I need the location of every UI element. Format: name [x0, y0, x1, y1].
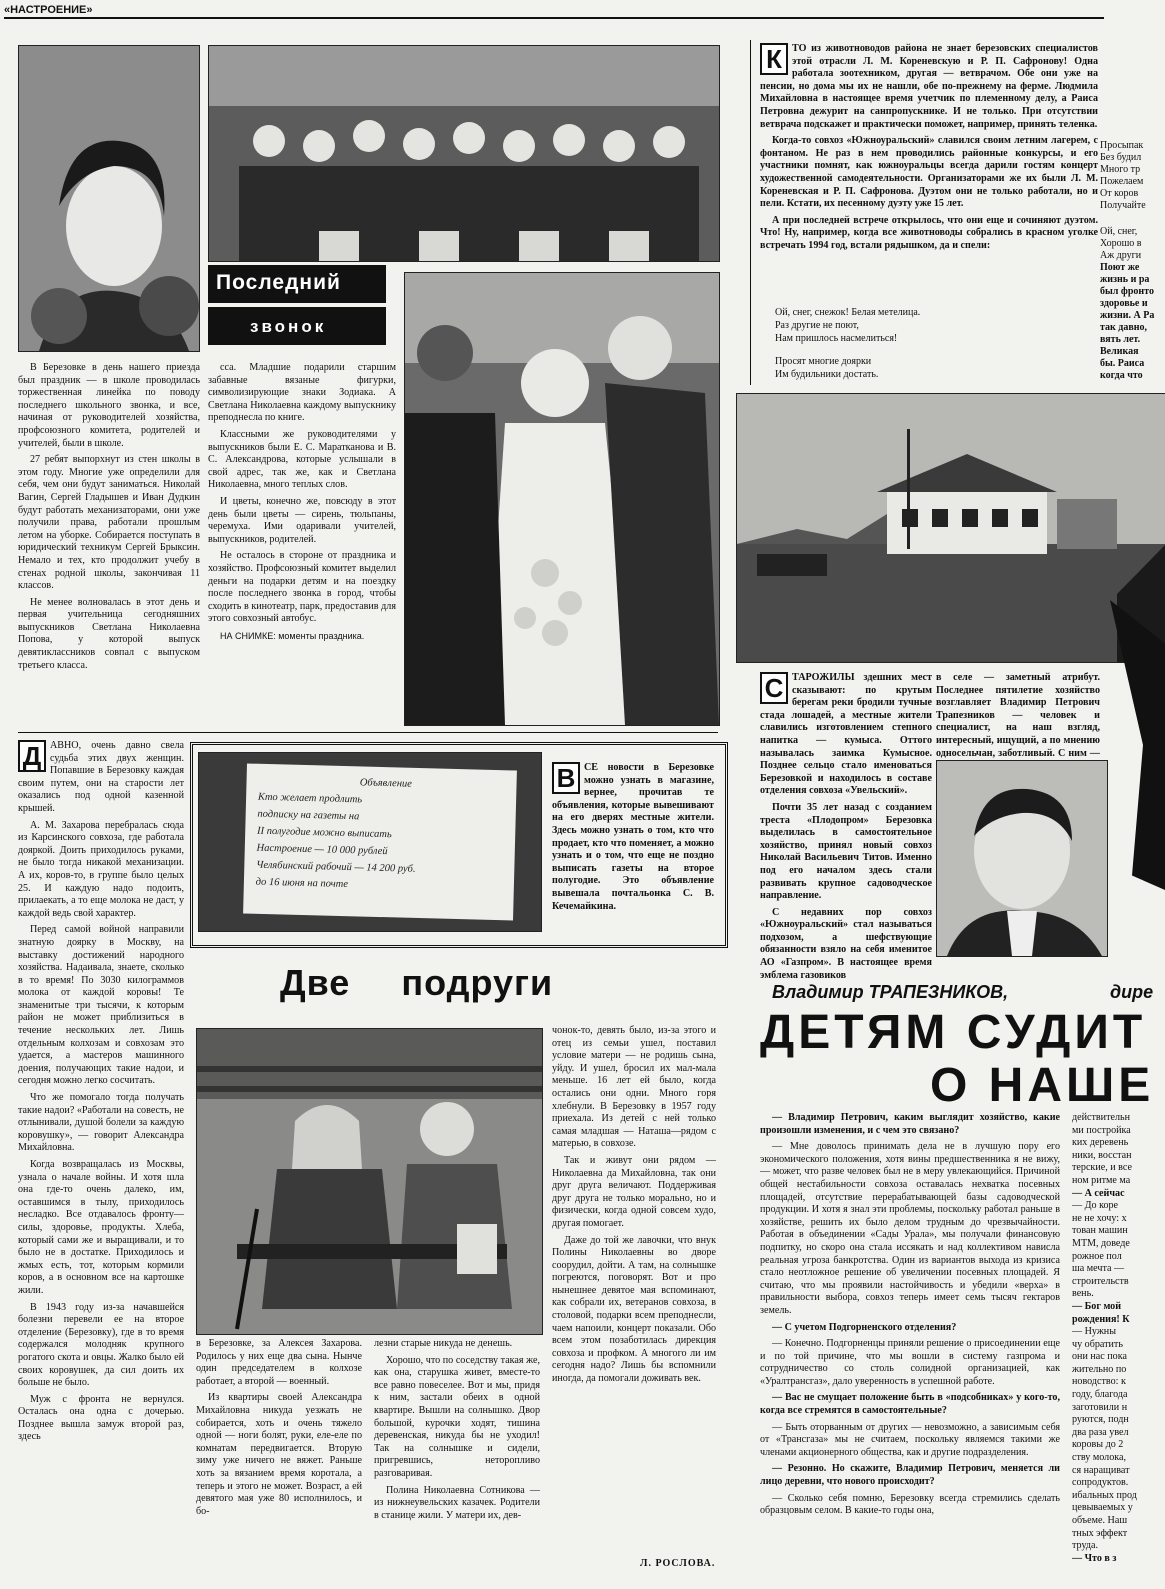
edge-line: Аж други — [1100, 250, 1142, 261]
article4-paragraph: лезни старые никуда не денешь. — [374, 1338, 513, 1349]
edge-line: рождения! К — [1072, 1313, 1130, 1325]
edge-line: когда что — [1100, 370, 1143, 381]
interview-question: — С учетом Подгорненского отделения? — [772, 1321, 957, 1333]
edge-line: МТМ, доведе — [1072, 1237, 1130, 1249]
schoolchildren-line-photo — [208, 45, 720, 262]
article2-dropcap: К — [760, 43, 788, 75]
poem-line: Нам пришлось насмелиться! — [775, 333, 898, 344]
interview-answer: — Быть оторванным от других — невозможно, а зависимым себя от «Трансгаза» мы не считаем, поскольку являемся такими же членами акционерного общества, как и другие подразделения. — [760, 1421, 1060, 1458]
article3-paragraph: Муж с фронта не вернулся. Осталась она одна с дочерью. Позднее вышла замуж второй раз, здесь — [18, 1393, 184, 1443]
photo-caption: НА СНИМКЕ: моменты праздника. — [220, 630, 365, 641]
edge-line: строительств — [1072, 1275, 1129, 1287]
article2-paragraph: ТО из животноводов района не знает березовских специалистов этой отрасли Л. М. Кореневскую и Р. П. Сафронову! Одна работала зоотехником, другая — ветврачом. Обе они уже на пенсии, но дома мы их не нашли, обе по-прежнему на ферме. Людмила Михайловна в настоящее время учетчик по племенному делу, а Раиса Петровна дежурит на санпропускнике. И не только. При отсутствии ветврача подскажет и практически поможет, например, принять теленка. — [760, 43, 1098, 130]
article1-column-2 — [208, 362, 396, 646]
interview-question: — Резонно. Но скажите, Владимир Петрович, меняется ли лицо деревни, что нового происходит? — [760, 1463, 1060, 1488]
article1-paragraph: И цветы, конечно же, повсюду в этот день были цветы — сирень, тюльпаны, черемуха. Ими одаривали учителей, выпускников, родителей. — [208, 495, 396, 545]
edge-line: Хорошо в — [1100, 238, 1142, 249]
edge-line: сопродуктов. — [1072, 1477, 1129, 1489]
article3-paragraph: Что же помогало тогда получать такие надои? «Работали на совесть, не отлынивали, душой болели за каждую коровушку», — говорит Александра Михайловна. — [18, 1092, 184, 1154]
notice-dropcap: В — [552, 762, 580, 794]
graduates-with-flowers-photo — [404, 272, 720, 726]
edge-line: году, благода — [1072, 1389, 1128, 1401]
article4-paragraph: Из квартиры своей Александра Михайловна никуда уезжать не собирается, хоть и очень тяжело одной — ноги болят, руки, еле-еле по комнатам передвигается. Вторую зиму уже ничего не вяжет. Раньше хоть за вязанием время коротала, а теперь и этого не может. Возраст, а ей девятого мая уже 80 исполнилось, и бо- — [196, 1392, 362, 1517]
article1-paragraph: В Березовке в день нашего приезда был праздник — в школе проводилась торжественная линейка по поводу последнего школьного звонка, и все, начиная от руководителей хозяйства, профсоюзного комитета, родителей и учителей, были в школе. — [18, 362, 200, 449]
article2-paragraph: А при последней встрече открылось, что они еще и сочиняют дуэтом. Что! Ну, например, когда все животноводы собрались в красном уголке встречать 1994 год, встали рядышком, да и спели: — [760, 214, 1098, 251]
edge-line: коровы до 2 — [1072, 1439, 1124, 1451]
edge-line: объеме. Наш — [1072, 1515, 1128, 1526]
edge-line: ся наращиват — [1072, 1464, 1130, 1476]
edge-line: рожное пол — [1072, 1250, 1122, 1262]
edge-line: ибальных прод — [1072, 1489, 1137, 1501]
edge-line: — А сейчас — [1072, 1187, 1125, 1199]
edge-line: — Что в з — [1072, 1552, 1117, 1564]
article4-column-top — [552, 1025, 716, 1390]
teacher-portrait-photo — [18, 45, 200, 352]
sign-line: II полугодие можно выписать — [256, 825, 392, 841]
sign-line: Объявление — [359, 777, 413, 790]
article2-body — [760, 43, 1098, 257]
interview-question: — Владимир Петрович, каким выглядит хозяйство, какие произошли изменения, и с чем это связано? — [760, 1112, 1060, 1136]
sign-line: подписку на газеты на — [257, 808, 360, 823]
edge-line: цевываемых у — [1072, 1502, 1133, 1514]
edge-line: здоровье и — [1100, 298, 1148, 309]
article1-paragraph: 27 ребят выпорхнут из стен школы в этом году. Многие уже определили для себя, чем они будут заниматься. Николай Вагин, Сергей Гладышев и Иван Дудкин будут работать механизаторами, они уже получили права, работали прошлым летом на уборке. Собирается поступать в юридический техникум Сергей Брыксин. Немало и тех, кто продолжит учебу в стенах родной школы, закончивая 11 классов. — [18, 454, 200, 592]
article6-title-line2: О НАШЕ — [930, 1059, 1155, 1112]
poem-line: Им будильники достать. — [775, 369, 879, 380]
edge-line: заготовили н — [1072, 1401, 1128, 1413]
edge-line: жительно по — [1072, 1363, 1127, 1375]
article1-paragraph: Классными же руководителями у выпускников были Е. С. Маратканова и В. С. Александрова, которые услышали в свой адрес, так же, как и Светлана Николаевна, много теплых слов. — [208, 428, 396, 491]
edge-line: жизни. А Ра — [1100, 310, 1155, 321]
article3-body — [18, 740, 184, 1585]
edge-line: был фронто — [1100, 286, 1154, 297]
header-rule — [4, 17, 1104, 19]
rubric: «НАСТРОЕНИЕ» — [4, 4, 93, 16]
article4-column-bottom-2 — [374, 1338, 540, 1526]
edge-line: ники, восстан — [1072, 1149, 1132, 1161]
edge-line: труда. — [1072, 1540, 1098, 1552]
edge-line: руются, подн — [1072, 1414, 1129, 1426]
poem-line: Ой, снег, снежок! Белая метелица. — [775, 307, 921, 318]
section-divider — [18, 732, 718, 733]
interview-answer: — Сколько себя помню, Березовку всегда стремились сделать образцовым селом. В какие-то годы она, — [760, 1492, 1060, 1517]
article4-paragraph: Полина Николаевна Сотникова — из нижнеувельских казачек. Родители в станице жили. У матери их, дев- — [374, 1484, 540, 1521]
article4-paragraph: Хорошо, что по соседству такая же, как она, старушка живет, вместе-то все равно повеселее. Вот и мы, придя к ним, застали обеих в одной квартире. Вышли на солнышко. Двор большой, курочки ходят, тишина деревенская, никуда бы не уходил! Так на солнышке и сидели, пригревшись, неторопливо разговаривая. — [374, 1354, 540, 1479]
edge-line: вять лет. — [1100, 334, 1141, 345]
village-houses-photo — [736, 393, 1165, 663]
article5-paragraph: С недавних пор совхоз «Южноуральский» стал называться подхозом, а шефствующие обязанности взяло на себя именитое АО «Газпром». В настоящее время эмблема газовиков — [760, 906, 932, 981]
article6-edge-column — [1072, 1112, 1165, 1565]
edge-line: — До коре — [1072, 1200, 1119, 1212]
edge-line: Пожелаем — [1100, 176, 1144, 187]
edge-line: терские, и все — [1072, 1162, 1132, 1174]
sign-line: Челябинский рабочий — 14 200 руб. — [256, 859, 416, 875]
interview-question: — Вас не смущает положение быть в «подсобниках» у кого-то, когда все стремятся в самостоятельные? — [760, 1392, 1060, 1417]
edge-line: жизнь и ра — [1100, 274, 1150, 285]
article1-column-1 — [18, 362, 200, 676]
edge-line: чу обратить — [1072, 1338, 1123, 1350]
edge-line: — Бог мой — [1072, 1300, 1122, 1312]
article3-paragraph: Перед самой войной направили знатную доярку в Москву, на выставку достижений народного хозяйства. Надаивала, знаете, сколько в то время! По 3030 килограммов молока от каждой коровы! Те знаменитые три тысячи, к которым район не может приблизиться в течение нескольких лет. Лишь отдельным колхозам и совхозам это удается, а мастеров машинного доения, получающих такие надои, и сегодня можно легко сосчитать. — [18, 924, 184, 1087]
edge-line: Ой, снег, — [1100, 226, 1138, 237]
poem-line: Раз другие не поют, — [775, 320, 859, 331]
edge-line: ству молока, — [1072, 1452, 1127, 1464]
edge-line: Получайте — [1100, 200, 1146, 211]
two-friends-photo — [196, 1028, 543, 1335]
article6-body — [760, 1112, 1060, 1522]
edge-line: От коров — [1100, 188, 1139, 199]
article5-paragraph: ТАРОЖИЛЫ здешних мест сказывают: по крутым берегам реки бродили тучные стада лошадей, а местные жители славились изготовлением степного напитка — кумыса. Оттого называлась заимка Кумысное. Позднее сельцо стало именоваться Березовкой и находилось в составе отделения совхоза «Увельский». — [760, 672, 932, 797]
sign-line: до 16 июня на почте — [255, 876, 349, 891]
edge-line: Много тр — [1100, 164, 1141, 175]
edge-line: так давно, — [1100, 322, 1148, 333]
article2-paragraph: Когда-то совхоз «Южноуральский» славился своим летним лагерем, с фонтаном. Не раз в нем проводились районные конкурсы, и его участники помнят, как южноуральцы всегда дарили гостям концерт художественной самодеятельности. Организаторами же их были Л. М. Кореневская и Р. П. Сафронова. Дуэтом они не только работали, но и пели. Кстати, их песенному дуэту уже 15 лет. — [760, 135, 1098, 210]
edge-line: ша мечта — — [1072, 1263, 1125, 1275]
edge-line: ких деревень — [1072, 1137, 1129, 1149]
edge-line: не не хочу: х — [1072, 1212, 1127, 1224]
author-signature: Л. РОСЛОВА. — [640, 1558, 716, 1569]
sign-line: Кто желает продлить — [257, 791, 363, 806]
edge-line: — Нужны — [1072, 1326, 1116, 1338]
article1-paragraph: Не менее волновалась в этот день и первая учительница сегодняшних выпускников Светлана Николаевна Попова, у которой выпуск девятиклассников совпал с выпуском третьего класса. — [18, 596, 200, 671]
edge-line: ми постройка — [1072, 1124, 1131, 1136]
article6-kicker: Владимир ТРАПЕЗНИКОВ, — [772, 982, 1009, 1002]
edge-line: Просыпак — [1100, 140, 1144, 151]
article4-column-bottom-1 — [196, 1338, 362, 1522]
article5-paragraph: Почти 35 лет назад с созданием треста «Плодопром» Березовка выделилась в самостоятельное хозяйство, принял новый совхоз Николай Васильевич Титов. Именно под его началом здесь стали развивать крупное садоводческое направление. — [760, 801, 932, 902]
edge-line: Без будил — [1100, 152, 1142, 163]
article2-divider — [750, 40, 751, 385]
edge-line: Поют же — [1100, 262, 1140, 273]
article1-paragraph: сса. Младшие подарили старшим забавные вязаные фигурки, символизирующие знаки Зодиака. А Светлана Николаевна каждому выпускнику преподнесла по книге. — [208, 362, 396, 424]
notice-sign-photo — [198, 752, 542, 932]
edge-line: действительн — [1072, 1112, 1131, 1123]
article4-paragraph: Даже до той же лавочки, что внук Полины Николаевны во дворе соорудил, дойти. А там, на солнышке погреются, поговорят. Вот и про нынешнее девятое мая вспоминают, как собрали их, ветеранов совхоза, в столовой, подарки всем преподнесли, чаем напоили, концерт показали. Обо всем этом позаботилась дирекция совхоза и профком. А многого ли им сегодня надо? Лишь бы вспомнили иногда, да помогали доживать век. — [552, 1234, 716, 1385]
notice-paragraph: СЕ новости в Березовке можно узнать в магазине, вернее, прочитав те объявления, которые вывешивают на его дверях местные жители. Здесь можно узнать о том, кто что продает, кто что поменяет, а можно узнать и о том, что еще не поздно выписать газеты на второе полугодие. Это объявление вывешала почтальонка С. В. Кечемайкина. — [552, 762, 714, 912]
article4-paragraph: Так и живут они рядом — Николаевна да Михайловна, так они друг друга величают. Поддерживая друг друга не только морально, но и физически, когда одной совсем худо, другая помогает. — [552, 1154, 716, 1229]
article6-title-line1: ДЕТЯМ СУДИТ — [760, 1006, 1147, 1059]
article4-paragraph: чонок-то, девять было, из-за этого и отец из семьи ушел, поставил условие матери — не родишь сына, уйду. И ушел, бросил их мал-мала меньше. 16 лет ей было, когда остались они одни. Много горя хлебнули. В Березовку в 1957 году приехала. Из детей с ней только самая младшая — Наташа—рядом с матерью, в совхозе. — [552, 1025, 716, 1150]
article4-paragraph: в Березовке, за Алексея Захарова. Родилось у них еще два сына. Нынче один председателем в колхозе работает, а второй — военный. — [196, 1338, 362, 1387]
article3-paragraph: В 1943 году из-за начавшейся болезни перевели ее на второе отделение (Березовку), где в то время содержался молодняк крупного рогатого скота и овцы. Жалко было ей своих коровушек, да сил доить их больше не было. — [18, 1301, 184, 1389]
article3-dropcap: Д — [18, 740, 46, 772]
article3-paragraph: А. М. Захарова перебралась сюда из Карсинского совхоза, где работала дояркой. Доить приходилось руками, не было тогда никакой механизации. А их, коров-то, в группе было целых 25. И каждую надо подоить, прилаекать, а то еще молока не даст, у каждой ведь свой характер. — [18, 819, 184, 919]
director-portrait-photo — [936, 760, 1108, 957]
article5-body — [760, 672, 932, 986]
edge-line: вень. — [1072, 1288, 1094, 1300]
article3-paragraph: Когда возвращалась из Москвы, узнала о начале войны. И хотя шла она где-то очень далеко, им, оставшимся в тылу, приходилось несладко. Все отдавалось фронту—силы, здоровье, продукты. Хлеба, который сами же и выращивали, и то было не в достатке. Приходилось и жмых есть, тот, которым кормили коров, а в основном все на картошке жили. — [18, 1159, 184, 1296]
article5-paragraph: в селе — заметный атрибут. Последнее пятилетие хозяйство возглавляет Владимир Петрович Трапезников — человек и специалист, на наш взгляд, интересный, ищущий, а по мнению односельчан, заботливый. С ним — — [936, 672, 1100, 759]
article4-title: Две подруги — [280, 962, 554, 1003]
interview-answer: — Мне доволось принимать дела не в лучшую пору его экономического положения, хотя вины предшественника я не вижу, — может, что разве человек был не в меру увлекающийся. Причиной общей нестабильности совхоза оставалась нехватка посевных площадей, отсутствие перерабатывающей базы садоводческой продукции. И хотя я знал эти проблемы, поскольку работал раньше в хозяйстве, решить их было делом трудным до чрезвычайности. Работая в объединении «Сады Урала», мы получали финансовую подпитку, но скоро она стала иссякать и над коллективом нависла реальная угроза банкротства. Один из вариантов выхода из кризиса стало неотложное решение об увеличении посевных площадей. Я считаю, что мы проявили настойчивость и убедили «верха» в правильности выбора, совхоз теперь имеет семь тысяч гектаров земель. — [760, 1141, 1060, 1316]
article3-paragraph: АВНО, очень давно свела судьба этих двух женщин. Попавшие в Березовку каждая своим путем, они на старости лет оказались под одной казенной крышей. — [18, 740, 184, 814]
article2-poem — [775, 306, 920, 381]
edge-line: тован машин — [1072, 1225, 1128, 1237]
article5-dropcap: С — [760, 672, 788, 704]
edge-line: новодство: к — [1072, 1376, 1126, 1388]
article-title-line1: Последний — [216, 271, 341, 294]
notice-text — [552, 762, 714, 917]
edge-line: они нас пока — [1072, 1351, 1127, 1363]
right-edge-poem — [1100, 140, 1165, 382]
article-title-line2: звонок — [250, 317, 327, 336]
sign-line: Настроение — 10 000 рублей — [256, 842, 388, 858]
article6-kicker-cut: дире — [1110, 982, 1154, 1002]
edge-line: Великая — [1100, 346, 1139, 357]
edge-line: ном ритме ма — [1072, 1174, 1131, 1186]
article1-paragraph: Не осталось в стороне от праздника и хозяйство. Профсоюзный комитет выделил деньги на подарки детям и на поездку после последнего звонка в город, чтобы сходить в кинотеатр, парк, предоставив для этого совхозный автобус. — [208, 550, 396, 625]
edge-line: тных эффект — [1072, 1527, 1128, 1539]
poem-line: Просят многие доярки — [775, 356, 872, 367]
edge-line: два раза увел — [1072, 1426, 1129, 1438]
interview-answer: — Конечно. Подгорненцы приняли решение о присоединении еще и по той причине, что мы вошли в систему газпрома и сотрудничество со столь солидной организацией, как «Уралтрансгаз», дало уверенность в успешной работе. — [760, 1338, 1060, 1387]
edge-line: бы. Раиса — [1100, 358, 1145, 369]
